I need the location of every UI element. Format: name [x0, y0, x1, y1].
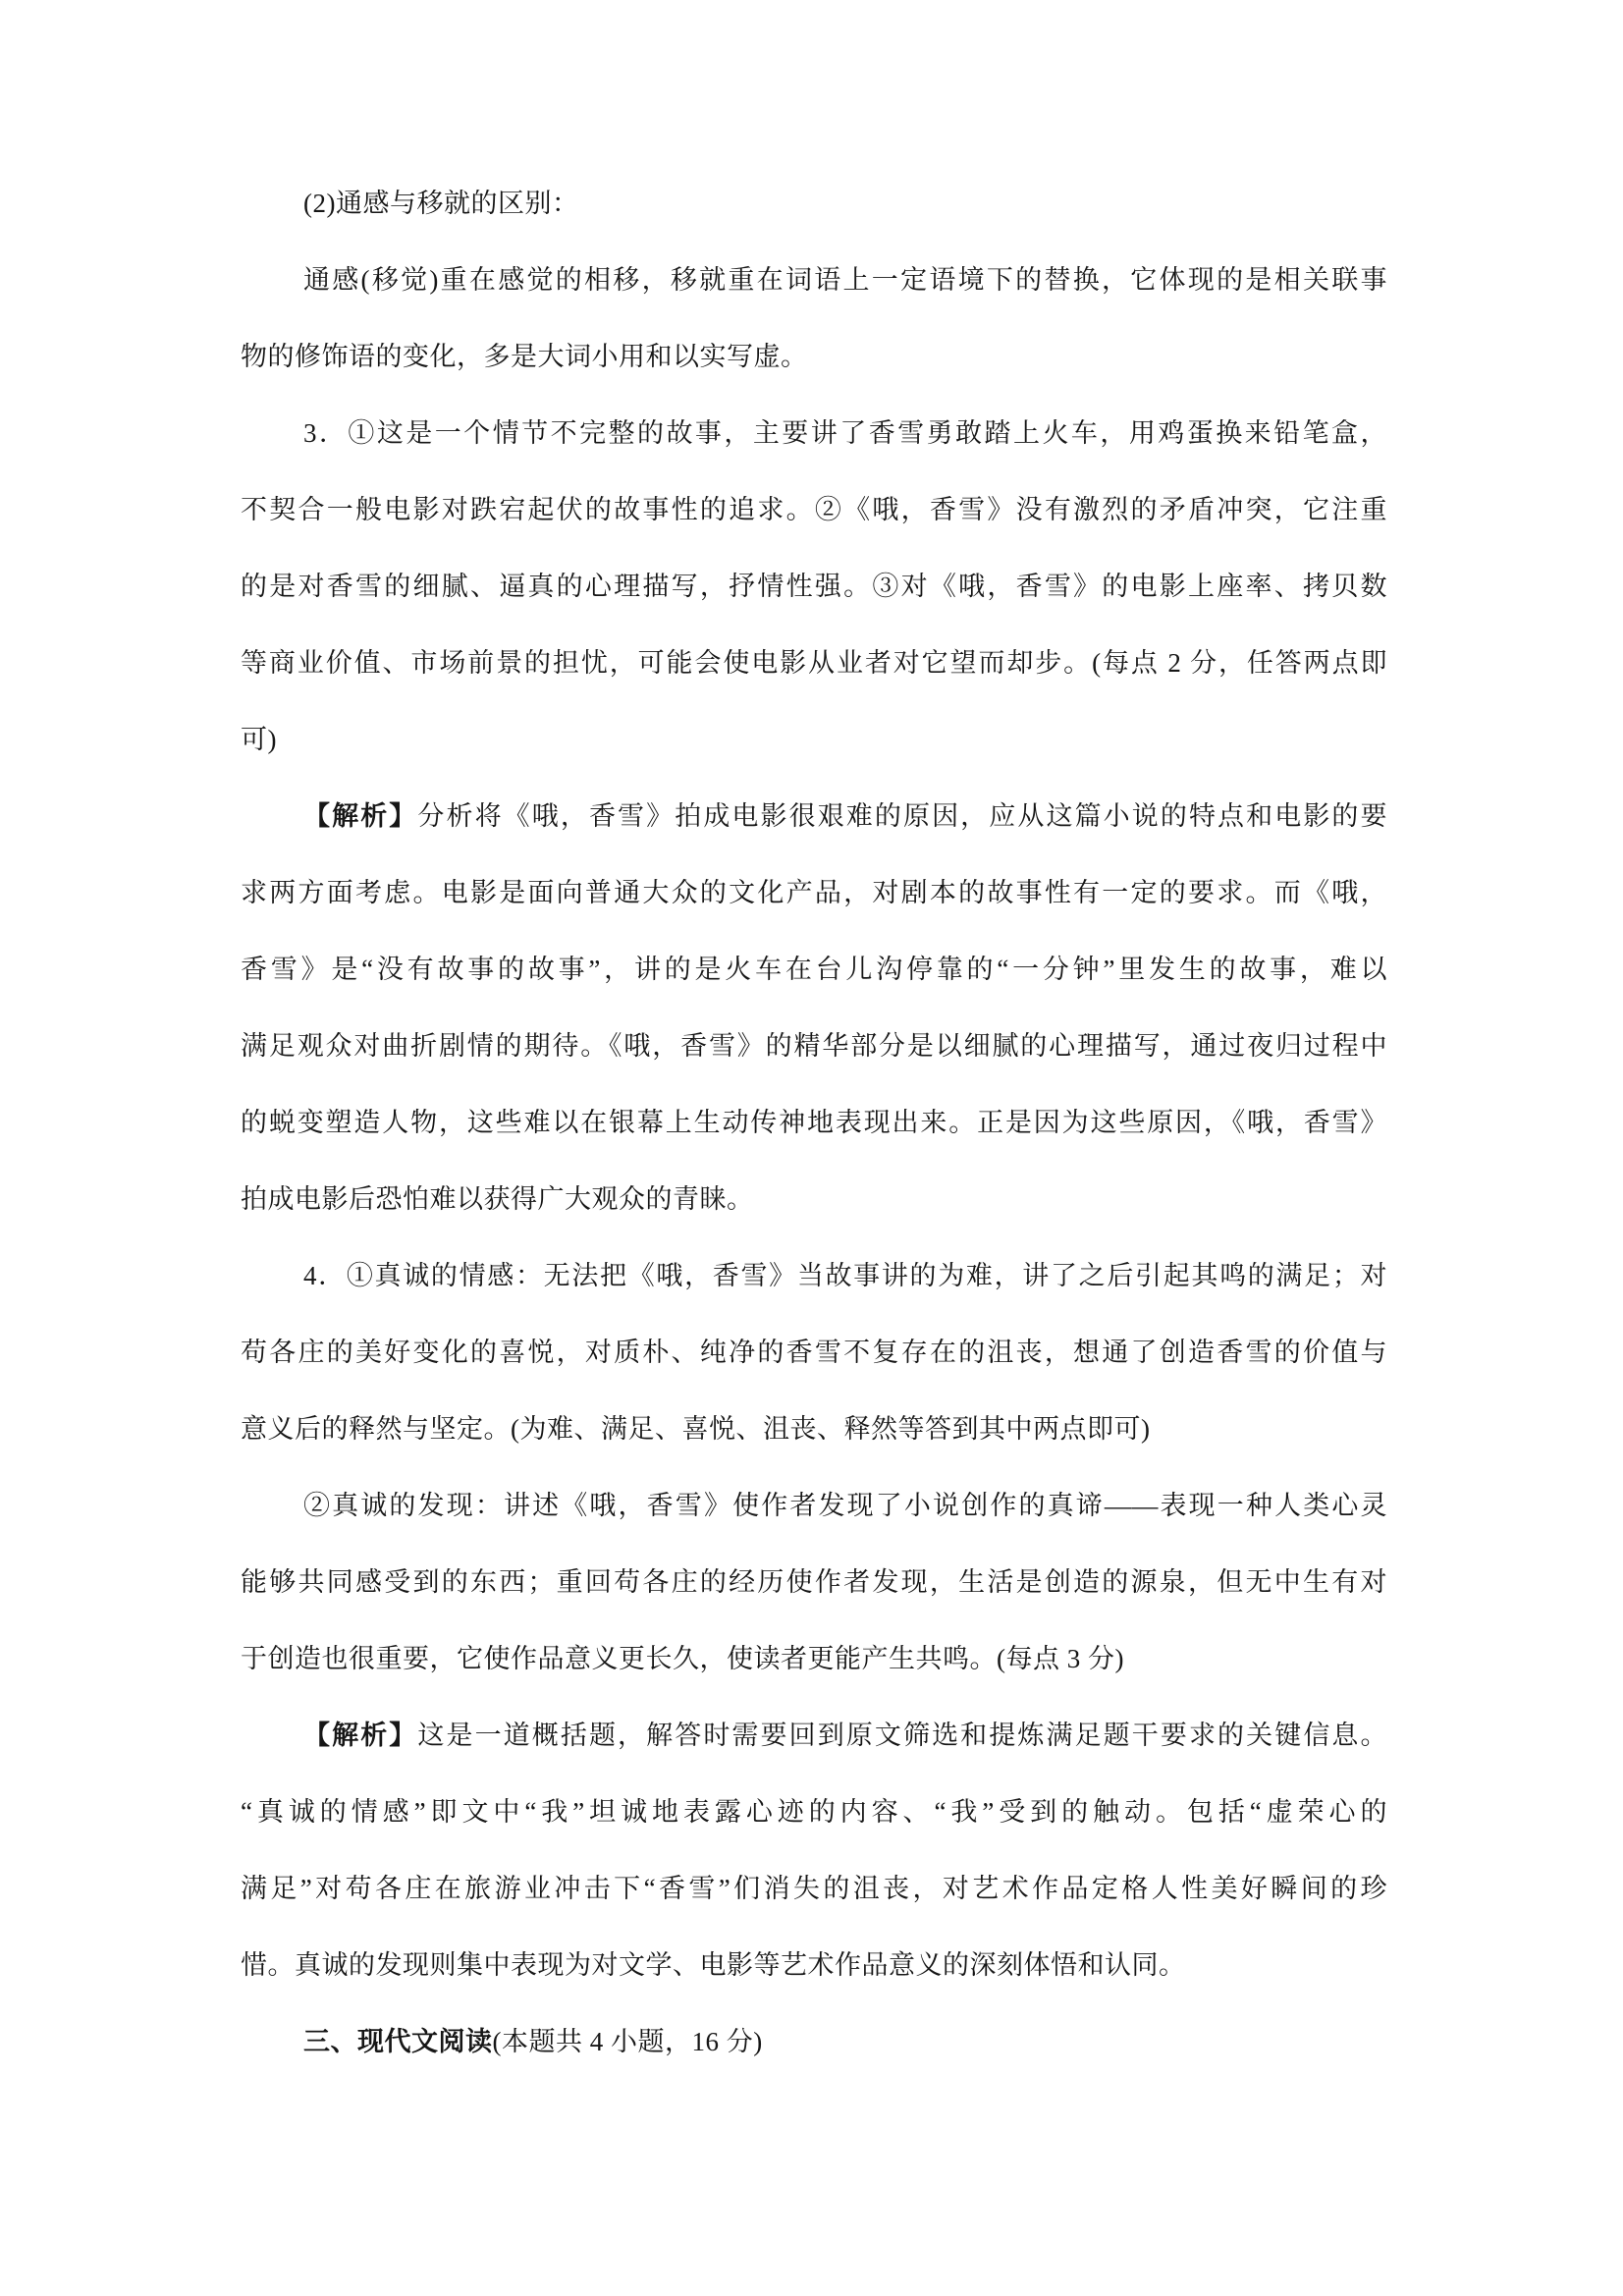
text-line	[241, 1237, 1387, 1314]
text-run: 4．①真诚的情感：无法把《哦，香雪》当故事讲的为难，讲了之后引起其鸣的满足；对	[303, 1261, 1387, 1290]
text-run: 分析将《哦，香雪》拍成电影很艰难的原因，应从这篇小说的特点和电影的要	[417, 801, 1387, 831]
text-run: (2)通感与移就的区别：	[303, 189, 579, 218]
text-line	[241, 1391, 1387, 1467]
text-line	[241, 1620, 1387, 1697]
text-run: 拍成电影后恐怕难以获得广大观众的青睐。	[241, 1184, 754, 1214]
text-run: 的是对香雪的细腻、逼真的心理描写，抒情性强。③对《哦，香雪》的电影上座率、拷贝数	[241, 572, 1387, 601]
text-run: 等商业价值、市场前景的担忧，可能会使电影从业者对它望而却步。(每点 2 分，任答两点即	[241, 648, 1387, 678]
text-run: 这是一道概括题，解答时需要回到原文筛选和提炼满足题干要求的关键信息。	[417, 1721, 1387, 1750]
text-run: 通感(移觉)重在感觉的相移，移就重在词语上一定语境下的替换，它体现的是相关联事	[303, 265, 1387, 295]
text-line	[241, 165, 1387, 242]
text-line	[241, 701, 1387, 778]
text-run: 惜。真诚的发现则集中表现为对文学、电影等艺术作品意义的深刻体悟和认同。	[241, 1950, 1186, 1980]
bold-run: 三、现代文阅读	[303, 2027, 493, 2056]
text-run: ②真诚的发现：讲述《哦，香雪》使作者发现了小说创作的真谛——表现一种人类心灵	[303, 1491, 1387, 1520]
text-line	[241, 1544, 1387, 1620]
text-run: 3．①这是一个情节不完整的故事，主要讲了香雪勇敢踏上火车，用鸡蛋换来铅笔盒，	[303, 418, 1387, 448]
text-run: 满足”对苟各庄在旅游业冲击下“香雪”们消失的沮丧，对艺术作品定格人性美好瞬间的珍	[241, 1874, 1387, 1903]
text-line	[241, 854, 1387, 931]
bold-run: 【解析】	[303, 801, 418, 831]
text-run: 意义后的释然与坚定。(为难、满足、喜悦、沮丧、释然等答到其中两点即可)	[241, 1414, 1151, 1444]
text-line	[241, 1774, 1387, 1850]
text-line	[241, 1008, 1387, 1084]
text-run: 于创造也很重要，它使作品意义更长久，使读者更能产生共鸣。(每点 3 分)	[241, 1644, 1124, 1673]
text-run: 可)	[241, 725, 277, 754]
text-line	[241, 1697, 1387, 1774]
text-line	[241, 1927, 1387, 2003]
text-line	[241, 395, 1387, 471]
text-line	[241, 318, 1387, 395]
text-line	[241, 1084, 1387, 1161]
document-text-block	[241, 165, 1387, 2080]
text-run: 苟各庄的美好变化的喜悦，对质朴、纯净的香雪不复存在的沮丧，想通了创造香雪的价值与	[241, 1338, 1387, 1367]
text-line	[241, 931, 1387, 1008]
text-run: 的蜕变塑造人物，这些难以在银幕上生动传神地表现出来。正是因为这些原因，《哦，香雪》	[241, 1108, 1387, 1137]
text-line	[241, 1850, 1387, 1927]
text-run: (本题共 4 小题，16 分)	[492, 2027, 763, 2056]
text-line	[241, 625, 1387, 701]
text-run: 不契合一般电影对跌宕起伏的故事性的追求。②《哦，香雪》没有激烈的矛盾冲突，它注重	[241, 495, 1387, 524]
text-run: 物的修饰语的变化，多是大词小用和以实写虚。	[241, 342, 808, 371]
text-line	[241, 1314, 1387, 1391]
text-run: 香雪》是“没有故事的故事”，讲的是火车在台儿沟停靠的“一分钟”里发生的故事，难以	[241, 955, 1387, 984]
text-line	[241, 1161, 1387, 1237]
text-line	[241, 548, 1387, 625]
text-run: 求两方面考虑。电影是面向普通大众的文化产品，对剧本的故事性有一定的要求。而《哦，	[241, 878, 1387, 907]
text-line	[241, 471, 1387, 548]
text-line	[241, 2003, 1387, 2080]
text-run: 满足观众对曲折剧情的期待。《哦，香雪》的精华部分是以细腻的心理描写，通过夜归过程中	[241, 1031, 1387, 1061]
text-line	[241, 1467, 1387, 1544]
text-run: “真诚的情感”即文中“我”坦诚地表露心迹的内容、“我”受到的触动。包括“虚荣心的	[241, 1797, 1387, 1827]
bold-run: 【解析】	[303, 1721, 418, 1750]
text-line	[241, 242, 1387, 318]
text-line	[241, 778, 1387, 854]
text-run: 能够共同感受到的东西；重回苟各庄的经历使作者发现，生活是创造的源泉，但无中生有对	[241, 1567, 1387, 1597]
